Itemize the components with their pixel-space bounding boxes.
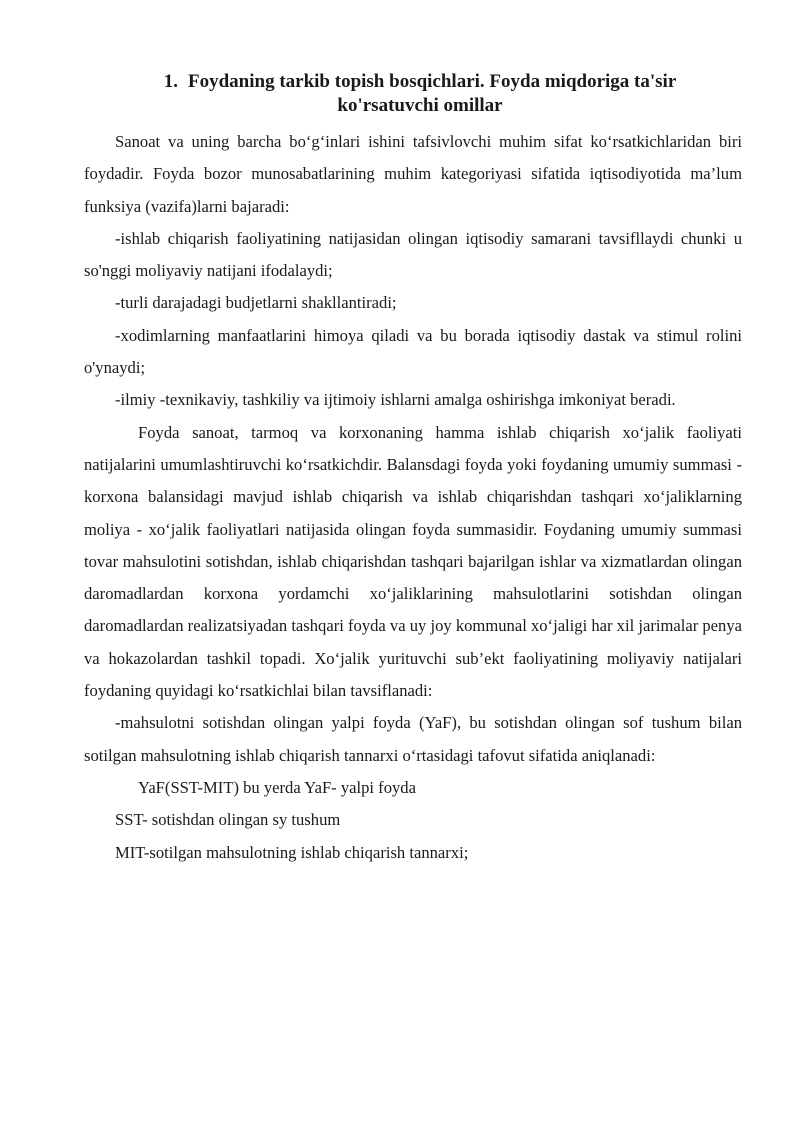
list-item-budgets: -turli darajadagi budjetlarni shakllantiradi; [115, 293, 397, 313]
section-number: 1. [163, 71, 178, 92]
formula-definition-sst: SST- sotishdan olingan sy tushum [115, 810, 341, 830]
section-title [100, 70, 740, 118]
section-title-line-2: ko'rsatuvchi omillar [337, 95, 503, 116]
formula-definition-mit: MIT-sotilgan mahsulotning ishlab chiqarish tannarxi; [115, 842, 469, 862]
body-text [84, 126, 742, 869]
list-item-efficiency: -ishlab chiqarish faoliyatining natijasidan olingan iqtisodiy samarani tavsifllaydi chunki u so'nggi moliyaviy natijani ifodalaydi; [84, 228, 742, 281]
formula-line: YaF(SST-MIT) bu yerda YaF- yalpi foyda [138, 777, 416, 797]
list-item-gross-profit: -mahsulotni sotishdan olingan yalpi foyda (YaF), bu sotishdan olingan sof tushum bilan sotilgan mahsulotning ishlab chiqarish tannarxi o‘rtasidagi tafovut sifatida aniqlanadi: [84, 713, 742, 765]
list-item-employees: -xodimlarning manfaatlarini himoya qiladi va bu borada iqtisodiy dastak va stimul rolini o'ynaydi; [84, 325, 742, 378]
section-title-line-1 [100, 70, 740, 94]
section-title-text: Foydaning tarkib topish bosqichlari. Foyda miqdoriga ta'sir [187, 71, 677, 92]
list-item-science: -ilmiy -texnikaviy, tashkiliy va ijtimoiy ishlarni amalga oshirishga imkoniyat beradi. [115, 390, 676, 410]
paragraph-profit-definition: Foyda sanoat, tarmoq va korxonaning hamma ishlab chiqarish xo‘jalik faoliyati natijalarini umumlashtiruvchi ko‘rsatkichdir. Balansdagi foyda yoki foydaning umumiy summasi -korxona balansidagi mavjud ishlab chiqarish va ishlab chiqarishdan tashqari xo‘jaliklarning moliya - xo‘jalik faoliyatlari natijasida olingan foyda summasidir. Foydaning umumiy summasi tovar mahsulotini sotishdan, ishlab chiqarishdan tashqari bajarilgan ishlar va xizmatlardan olingan daromadlardan korxona yordamchi xo‘jaliklarining mahsulotlarini sotishdan olingan daromadlardan realizatsiyadan tashqari foyda va uy joy kommunal xo‘jaligi har xil jarimalar penya va hokazolardan tashkil topadi. Xo‘jalik yurituvchi sub’ekt faoliyatining moliyaviy natijalari foydaning quyidagi ko‘rsatkichlai bilan tavsiflanadi: [84, 422, 742, 701]
paragraph-intro: Sanoat va uning barcha bo‘g‘inlari ishini tafsivlovchi muhim sifat ko‘rsatkichlaridan biri foydadir. Foyda bozor munosabatlarining muhim kategoriyasi sifatida iqtisodiyotida ma’lum funksiya (vazifa)larni bajaradi: [84, 132, 742, 216]
